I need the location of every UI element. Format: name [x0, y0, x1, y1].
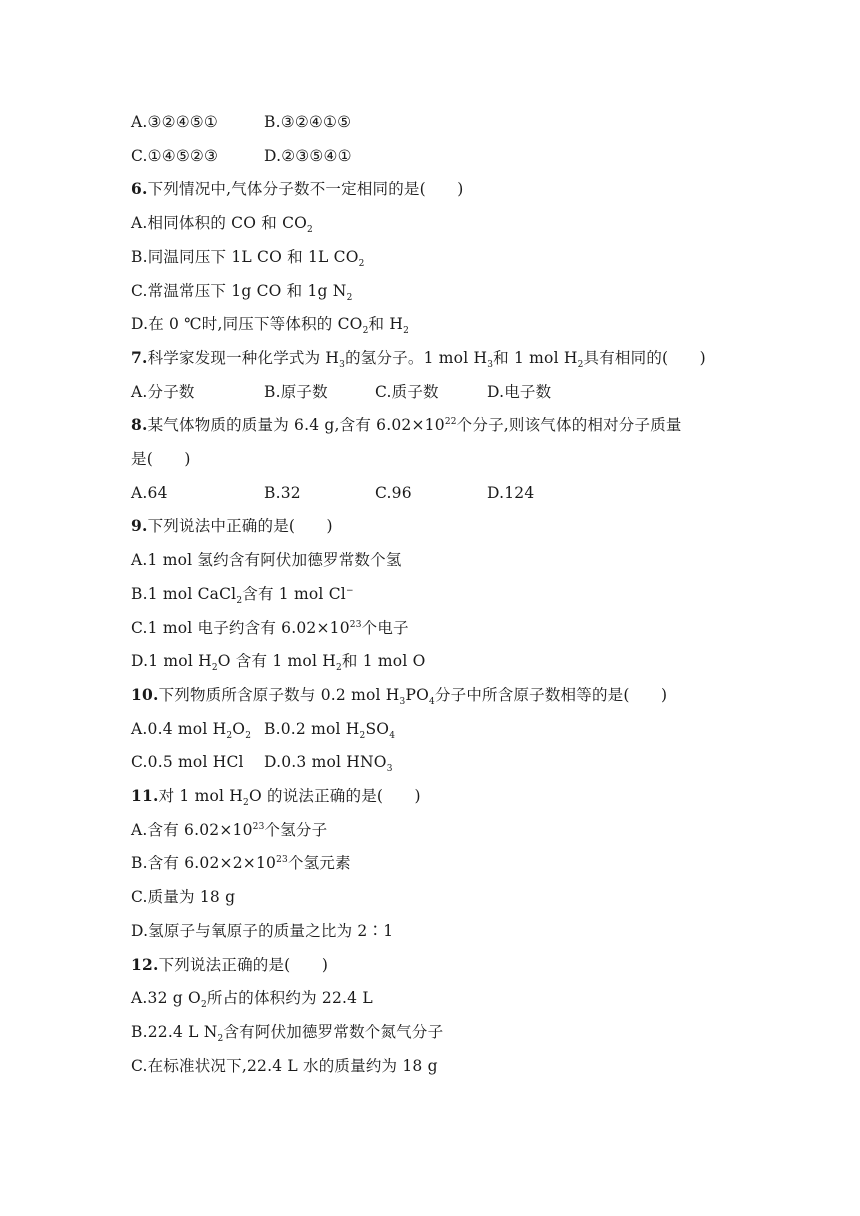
- answer-option: C.质子数: [375, 382, 439, 401]
- text-run: 是( ): [131, 450, 191, 468]
- line-content: [131, 1022, 444, 1044]
- subscript: 2: [362, 326, 369, 337]
- question-number: 10.: [131, 684, 159, 704]
- question-number: 8.: [131, 415, 148, 435]
- subscript: 3: [487, 359, 494, 370]
- text-run: PO: [405, 685, 429, 704]
- text-run: A.32 g O: [131, 989, 201, 1008]
- text-run: C.在标准状况下,22.4 L 水的质量约为 18 g: [131, 1056, 438, 1075]
- answer-option: [131, 113, 218, 131]
- line-content: [131, 821, 327, 839]
- answer-option: D.124: [487, 483, 535, 502]
- text-run: O 含有 1 mol H: [217, 652, 336, 671]
- text-run: D.在 0 ℃时,同压下等体积的 CO: [131, 315, 363, 334]
- text-line: [131, 815, 327, 845]
- subscript: 2: [245, 730, 252, 741]
- answer-option: A.分子数: [131, 382, 195, 401]
- subscript: 2: [403, 326, 409, 337]
- text-line: [131, 916, 393, 946]
- text-run: SO: [365, 719, 390, 738]
- subscript: 2: [211, 663, 218, 674]
- text-run: 和 1 mol H: [493, 348, 578, 367]
- text-line: [131, 646, 426, 676]
- superscript: −: [345, 585, 354, 596]
- text-line: [131, 444, 191, 474]
- text-run: A.0.4 mol H: [131, 719, 227, 738]
- subscript: 2: [359, 730, 366, 741]
- text-line: [131, 848, 351, 878]
- line-content: [131, 584, 354, 606]
- subscript: 2: [577, 359, 584, 370]
- text-run: 个电子: [361, 618, 409, 637]
- text-line: [131, 208, 313, 238]
- text-line: [131, 882, 235, 912]
- line-content: [131, 180, 464, 198]
- text-line: [131, 781, 421, 811]
- text-run: A.③②④⑤①: [131, 113, 218, 131]
- text-run: 含有 1 mol Cl: [242, 584, 346, 603]
- text-run: 和 H: [368, 315, 404, 334]
- line-content: [131, 347, 706, 370]
- line-content: [131, 281, 353, 303]
- subscript: 2: [335, 663, 342, 674]
- text-run: C.质量为 18 g: [131, 888, 236, 907]
- subscript: 2: [243, 798, 249, 809]
- text-run: B.同温同压下 1L CO 和 1L CO: [131, 247, 359, 266]
- text-run: B.1 mol CaCl: [131, 584, 237, 603]
- answer-option: A.64: [131, 483, 168, 502]
- text-run: C.0.5 mol HCl: [131, 753, 244, 772]
- text-line: [131, 410, 682, 440]
- subscript: 2: [358, 258, 365, 269]
- text-line: [131, 1051, 438, 1081]
- text-run: 具有相同的( ): [583, 348, 706, 367]
- answer-option: B.32: [264, 483, 301, 502]
- superscript: 23: [276, 855, 288, 866]
- line-content: [131, 684, 668, 707]
- line-content: [131, 517, 333, 535]
- text-run: C.常温常压下 1g CO 和 1g N: [131, 281, 347, 300]
- text-run: C.①④⑤②③: [131, 146, 219, 165]
- subscript: 3: [386, 764, 393, 775]
- text-run: A.含有 6.02×10: [131, 820, 253, 839]
- text-run: D.1 mol H: [131, 652, 212, 671]
- text-run: B.含有 6.02×2×10: [131, 854, 277, 873]
- line-content: [131, 786, 421, 809]
- subscript: 3: [339, 359, 346, 370]
- subscript: 2: [226, 730, 233, 741]
- text-run: A.相同体积的 CO 和 CO: [131, 214, 308, 233]
- superscript: 22: [444, 417, 457, 428]
- text-line: [131, 343, 706, 373]
- question-number: 9.: [131, 516, 148, 536]
- text-line: [131, 174, 464, 204]
- text-run: 某气体物质的质量为 6.4 g,含有 6.02×10: [147, 416, 445, 435]
- line-content: [131, 854, 351, 872]
- text-run: C.1 mol 电子约含有 6.02×10: [131, 618, 350, 637]
- question-number: 12.: [131, 954, 159, 974]
- answer-option: [131, 753, 244, 771]
- text-run: 所占的体积约为 22.4 L: [206, 989, 373, 1008]
- text-run: 下列说法正确的是( ): [158, 955, 329, 974]
- text-line: [131, 107, 352, 137]
- text-line: [131, 511, 333, 541]
- answer-option: [264, 714, 395, 744]
- superscript: 23: [252, 821, 265, 832]
- text-line: [131, 714, 396, 744]
- text-run: 下列情况中,气体分子数不一定相同的是( ): [147, 180, 464, 199]
- answer-option: [264, 747, 393, 777]
- subscript: 2: [307, 225, 313, 236]
- text-run: D.②③⑤④①: [264, 146, 352, 165]
- question-number: 6.: [131, 179, 148, 199]
- text-line: [131, 747, 393, 777]
- answer-option: [131, 719, 252, 741]
- text-run: O: [232, 719, 246, 738]
- answer-option: B.原子数: [264, 382, 328, 401]
- text-line: [131, 545, 402, 575]
- subscript: 2: [200, 1000, 207, 1011]
- text-run: 科学家发现一种化学式为 H: [147, 348, 340, 367]
- answer-option: [264, 141, 352, 171]
- subscript: 2: [236, 595, 243, 606]
- text-run: 含有阿伏加德罗常数个氮气分子: [223, 1022, 444, 1041]
- text-line: [131, 276, 353, 306]
- line-content: [131, 888, 235, 906]
- question-number: 11.: [131, 786, 159, 805]
- text-run: O 的说法正确的是( ): [248, 787, 421, 805]
- text-line: [131, 983, 373, 1013]
- answer-option: [264, 107, 351, 137]
- text-run: 下列物质所含原子数与 0.2 mol H: [158, 685, 400, 704]
- text-run: 下列说法中正确的是( ): [147, 517, 333, 536]
- text-run: B.③②④①⑤: [264, 113, 352, 131]
- line-content: [131, 450, 191, 468]
- text-run: B.22.4 L N: [131, 1022, 218, 1041]
- text-run: 分子中所含原子数相等的是( ): [434, 685, 668, 704]
- line-content: [131, 551, 402, 569]
- text-line: [131, 1017, 443, 1047]
- subscript: 4: [389, 730, 396, 741]
- subscript: 3: [399, 696, 406, 707]
- text-run: D.氢原子与氧原子的质量之比为 2∶1: [131, 921, 394, 940]
- text-run: D.0.3 mol HNO: [264, 753, 387, 772]
- text-line: [131, 141, 352, 171]
- line-content: [131, 619, 409, 637]
- line-content: [131, 652, 426, 674]
- subscript: 2: [217, 1033, 224, 1044]
- text-run: A.1 mol 氢约含有阿伏加德罗常数个氢: [131, 551, 402, 570]
- text-run: 个氢分子: [264, 820, 328, 839]
- text-run: 个氢元素: [287, 854, 351, 873]
- line-content: [131, 247, 365, 269]
- text-run: B.0.2 mol H: [264, 719, 360, 738]
- line-content: [131, 956, 328, 974]
- answer-option: [131, 147, 218, 165]
- text-line: [131, 309, 409, 339]
- subscript: 2: [346, 292, 353, 303]
- text-run: 的氢分子。1 mol H: [345, 348, 488, 367]
- line-content: [131, 989, 373, 1011]
- answer-option: D.电子数: [487, 382, 552, 401]
- text-line: [131, 613, 409, 643]
- text-run: 对 1 mol H: [158, 787, 244, 805]
- text-run: 和 1 mol O: [341, 652, 426, 671]
- answer-option: C.96: [375, 483, 412, 502]
- line-content: [131, 416, 682, 434]
- line-content: [131, 315, 409, 337]
- question-number: 7.: [131, 347, 148, 367]
- line-content: [131, 922, 393, 940]
- text-line: [131, 242, 365, 272]
- line-content: [131, 214, 313, 236]
- subscript: 4: [429, 696, 435, 707]
- superscript: 23: [349, 619, 362, 630]
- text-run: 个分子,则该气体的相对分子质量: [456, 416, 682, 435]
- text-line: [131, 579, 354, 609]
- text-line: [131, 680, 667, 710]
- line-content: [131, 1057, 438, 1075]
- text-line: [131, 950, 328, 980]
